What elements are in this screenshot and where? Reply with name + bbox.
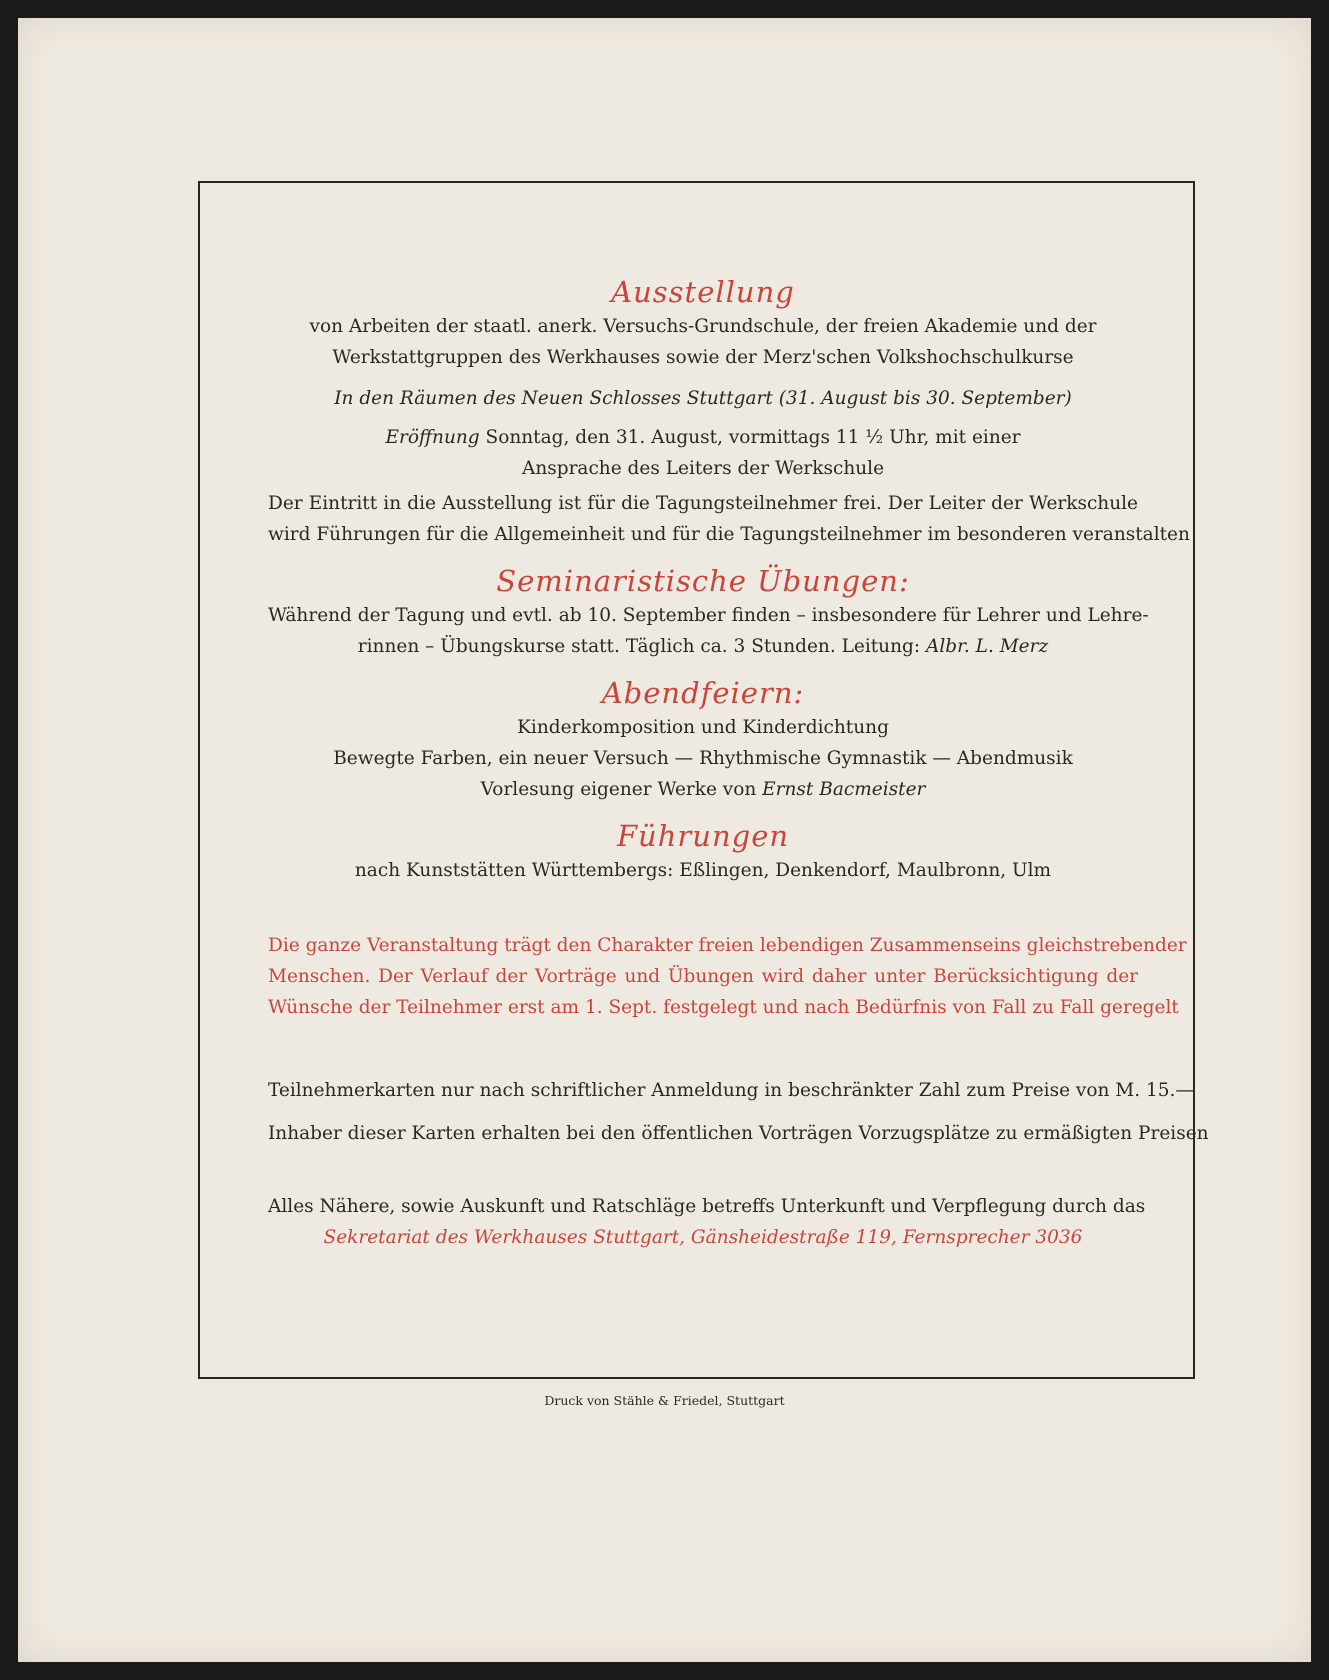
seminar-line-1: Während der Tagung und evtl. ab 10. September finden – insbesondere für Lehrer und Lehre- bbox=[268, 605, 1149, 626]
opening-label: Eröffnung bbox=[385, 427, 480, 448]
exhibition-line-1: von Arbeiten der staatl. anerk. Versuchs-Grundschule, der freien Akademie und der bbox=[309, 316, 1097, 337]
evenings-item-3 bbox=[268, 774, 1138, 805]
document-body bbox=[268, 273, 1209, 1253]
tours-line: nach Kunststätten Württembergs: Eßlingen, Denkendorf, Maulbronn, Ulm bbox=[354, 860, 1052, 881]
evenings-author-name: Ernst Bacmeister bbox=[762, 779, 926, 800]
exhibition-opening bbox=[268, 422, 1138, 453]
exhibition-entry-line-1: Der Eintritt in die Ausstellung ist für die Tagungsteilnehmer frei. Der Leiter der Werkschule bbox=[268, 493, 1138, 514]
evenings-heading: Abendfeiern: bbox=[601, 676, 805, 710]
evenings-item-1: Kinderkomposition und Kinderdichtung bbox=[517, 717, 889, 738]
contact-secretariat: Sekretariat des Werkhauses Stuttgart, Gänsheidestraße 119, Fernsprecher 3036 bbox=[323, 1227, 1083, 1248]
evenings-item-2: Bewegte Farben, ein neuer Versuch — Rhythmische Gymnastik — Abendmusik bbox=[333, 748, 1073, 769]
printer-credit: Druck von Stähle & Friedel, Stuttgart bbox=[544, 1393, 785, 1408]
seminar-line-2-text: rinnen – Übungskurse statt. Täglich ca. 3 Stunden. Leitung: bbox=[357, 636, 926, 657]
exhibition-entry-line-2: wird Führungen für die Allgemeinheit und für die Tagungsteilnehmer im besonderen veranstalten bbox=[268, 524, 1190, 545]
exhibition-location: In den Räumen des Neuen Schlosses Stuttgart (31. August bis 30. September) bbox=[334, 388, 1072, 409]
exhibition-opening-line-2: Ansprache des Leiters der Werkschule bbox=[521, 458, 885, 479]
exhibition-line-2: Werkstattgruppen des Werkhauses sowie der Merz'schen Volkshochschulkurse bbox=[332, 347, 1074, 368]
notice-line-1: Die ganze Veranstaltung trägt den Charakter freien lebendigen Zusammenseins gleichstrebender bbox=[268, 935, 1187, 956]
paper-sheet bbox=[18, 18, 1311, 1662]
notice-line-3: Wünsche der Teilnehmer erst am 1. Sept. festgelegt und nach Bedürfnis von Fall zu Fall geregelt bbox=[268, 997, 1179, 1018]
notice-line-2: Menschen. Der Verlauf der Vorträge und Übungen wird daher unter Berücksichtigung der bbox=[268, 966, 1138, 987]
tickets-line-2: Inhaber dieser Karten erhalten bei den öffentlichen Vorträgen Vorzugsplätze zu ermäßigten Preisen bbox=[268, 1123, 1209, 1144]
seminar-leader-name: Albr. L. Merz bbox=[925, 636, 1049, 657]
exhibition-heading: Ausstellung bbox=[611, 275, 795, 309]
seminar-heading: Seminaristische Übungen: bbox=[496, 564, 910, 598]
opening-text: Sonntag, den 31. August, vormittags 11 ½ Uhr, mit einer bbox=[479, 427, 1021, 448]
contact-line-1: Alles Nähere, sowie Auskunft und Ratschläge betreffs Unterkunft und Verpflegung durch das bbox=[268, 1196, 1146, 1217]
evenings-item-3-text: Vorlesung eigener Werke von bbox=[480, 779, 763, 800]
seminar-line-2 bbox=[268, 631, 1138, 662]
tours-heading: Führungen bbox=[616, 819, 790, 853]
tickets-line-1: Teilnehmerkarten nur nach schriftlicher Anmeldung in beschränkter Zahl zum Preise von M. 15.— bbox=[268, 1080, 1194, 1101]
